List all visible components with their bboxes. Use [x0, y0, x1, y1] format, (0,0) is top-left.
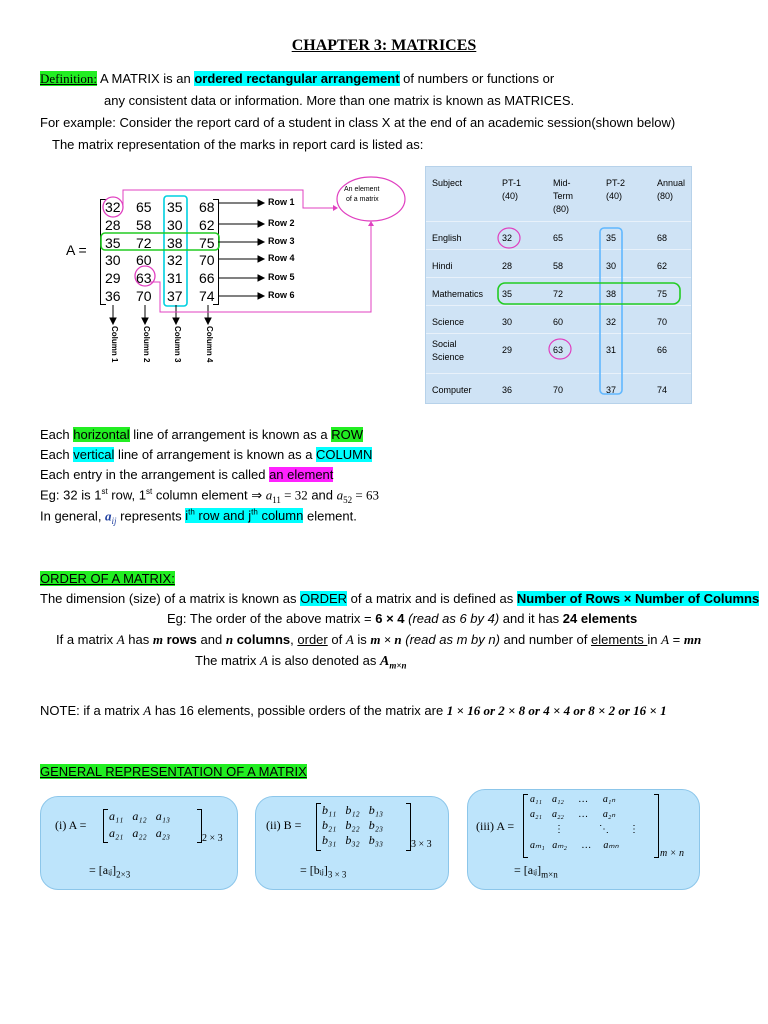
box3-label: (iii) A = — [476, 819, 515, 833]
element-63-circle — [135, 266, 155, 286]
term-row: ROW — [331, 427, 364, 442]
matrix-cell: 35 — [105, 235, 121, 251]
matrix-cell: 38 — [167, 235, 183, 251]
matrix-cell: 63 — [136, 270, 152, 286]
general-element-line: In general, $a_{ij}$ represents $i^{th}$ row and $j^{th}$ column element. — [40, 508, 357, 526]
matrix-representation-line: The matrix representation of the marks in report card is listed as: — [52, 137, 424, 152]
matrix-cell: 66 — [199, 270, 215, 286]
table-subject: Hindi — [432, 261, 453, 271]
table-cell: 62 — [657, 261, 668, 271]
table-subject: Mathematics — [432, 289, 484, 299]
table-annotations — [426, 167, 691, 403]
box3-equation: = $[aᵢⱼ]_{m\times n}$ — [514, 863, 558, 880]
box2-equation: = $[bᵢⱼ]_{3 \times 3}$ — [300, 863, 347, 880]
table-header: PT-1 — [502, 178, 522, 188]
table-32-circle — [498, 228, 520, 248]
matrix-cell: 28 — [105, 217, 121, 233]
table-cell: 66 — [657, 345, 668, 355]
table-header: (40) — [502, 191, 519, 201]
matrix-cell: 32 — [105, 199, 121, 215]
definition-line-2: any consistent data or information. More than one matrix is known as MATRICES. — [104, 93, 575, 108]
report-card-table — [425, 166, 692, 404]
term-column: COLUMN — [316, 447, 373, 462]
order-notation: The matrix A is also denoted as $A_{m\times n}$ — [195, 653, 407, 671]
table-subject: Science — [432, 317, 465, 327]
table-subject: Computer — [432, 385, 472, 395]
term-element-line: Each entry in the arrangement is called an element — [40, 467, 334, 482]
matrix-cell: 72 — [136, 235, 152, 251]
definition-text-1: A MATRIX is an — [97, 71, 195, 86]
row-label: Row 1 — [268, 197, 295, 207]
matrix-cell: 29 — [105, 270, 121, 286]
term-horizontal: horizontal — [73, 427, 130, 442]
element-32-circle — [103, 197, 123, 217]
table-pt2-highlight — [600, 228, 622, 394]
table-cell: 75 — [657, 289, 668, 299]
table-subject: Science — [432, 352, 465, 362]
order-heading: ORDER OF A MATRIX: — [40, 571, 175, 586]
table-header: PT-2 — [606, 178, 626, 188]
box1-equation: = $[aᵢⱼ]_{2\times 3}$ — [89, 863, 131, 880]
order-note: NOTE: if a matrix A has 16 elements, possible orders of the matrix are 1 × 16 or 2 × 8 or 4 × 4 or 8 × 2 or 16 × 1 — [40, 703, 667, 718]
table-cell: 36 — [502, 385, 513, 395]
table-cell: 65 — [553, 233, 564, 243]
general-heading: GENERAL REPRESENTATION OF A MATRIX — [40, 764, 307, 779]
box2-order: 3 × 3 — [411, 839, 432, 850]
callout-text-1: An element — [344, 186, 380, 193]
table-header: (80) — [553, 204, 570, 214]
table-cell: 72 — [553, 289, 564, 299]
matrix-cell: 35 — [167, 199, 183, 215]
table-cell: 32 — [606, 317, 617, 327]
table-header: (40) — [606, 191, 623, 201]
table-subject: English — [432, 233, 462, 243]
table-cell: 35 — [502, 289, 513, 299]
box1-row1: a₁₁ a₁₂ a₁₃ — [109, 809, 171, 823]
row-arrows — [218, 200, 264, 299]
table-header: Subject — [432, 178, 463, 188]
column-label: Column 3 — [173, 326, 182, 363]
column-3-highlight — [164, 196, 187, 306]
definition-text-2: of numbers or functions or — [399, 71, 555, 86]
ij-highlight: $i^{th}$ row and $j^{th}$ column — [185, 508, 304, 524]
box3-dots: ⋮ ⋱ ⋮ — [554, 824, 639, 835]
table-cell: 70 — [657, 317, 668, 327]
matrix-cell: 62 — [199, 217, 215, 233]
box2-row3: b₃₁ b₃₂ b₃₃ — [322, 833, 384, 847]
matrix-cell: 31 — [167, 270, 183, 286]
example-line: For example: Consider the report card of a student in class X at the end of an academic session(shown below) — [40, 115, 676, 130]
box3-row2: a₂₁ a₂₂ … a₂ₙ — [530, 809, 616, 820]
table-header: (80) — [657, 191, 674, 201]
matrix-cell: 60 — [136, 252, 152, 268]
box3-row3: aₘ₁ aₘ₂ … aₘₙ — [530, 840, 619, 851]
box1-order: 2 × 3 — [202, 833, 223, 844]
matrix-cell: 30 — [105, 252, 121, 268]
table-cell: 28 — [502, 261, 513, 271]
box2-row1: b₁₁ b₁₂ b₁₃ — [322, 803, 384, 817]
box1-row2: a₂₁ a₂₂ a₂₃ — [109, 826, 171, 840]
page-title: CHAPTER 3: MATRICES — [291, 37, 477, 54]
row-3-highlight — [101, 233, 219, 250]
matrix-cell: 37 — [167, 288, 183, 304]
table-cell: 74 — [657, 385, 668, 395]
row-label: Row 3 — [268, 236, 295, 246]
table-cell: 31 — [606, 345, 617, 355]
matrix-cell: 36 — [105, 288, 121, 304]
table-cell: 30 — [606, 261, 617, 271]
table-cell: 35 — [606, 233, 617, 243]
matrix-cell: 70 — [136, 288, 152, 304]
term-column-line: Each vertical line of arrangement is known as a COLUMN — [40, 447, 373, 462]
box2-label: (ii) B = — [266, 818, 302, 832]
matrix-cell: 65 — [136, 199, 152, 215]
matrix-cell: 75 — [199, 235, 215, 251]
table-63-circle — [549, 339, 571, 359]
matrix-label: A = — [66, 242, 87, 258]
general-box-2 — [255, 796, 449, 890]
general-box-3 — [467, 789, 700, 890]
order-general: If a matrix A has m rows and n columns, order of A is m × n (read as m by n) and number of elements in A = mn — [56, 632, 702, 647]
row-label: Row 5 — [268, 272, 295, 282]
definition-highlight: ordered rectangular arrangement — [194, 71, 400, 86]
table-maths-highlight — [498, 283, 680, 304]
column-label: Column 4 — [205, 326, 214, 363]
table-header: Mid- — [553, 178, 571, 188]
box2-row2: b₂₁ b₂₂ b₂₃ — [322, 818, 384, 832]
table-cell: 32 — [502, 233, 513, 243]
order-definition: The dimension (size) of a matrix is known as ORDER of a matrix and is defined as Number of Rows × Number of Columns — [40, 591, 760, 606]
matrix-cell: 70 — [199, 252, 215, 268]
matrix-cell: 74 — [199, 288, 215, 304]
table-cell: 29 — [502, 345, 513, 355]
column-label: Column 2 — [142, 326, 151, 363]
table-header: Term — [553, 191, 573, 201]
general-box-1 — [40, 796, 238, 890]
table-cell: 58 — [553, 261, 564, 271]
row-label: Row 6 — [268, 290, 295, 300]
matrix-cell: 32 — [167, 252, 183, 268]
order-example: Eg: The order of the above matrix = 6 × 4 (read as 6 by 4) and it has 24 elements — [167, 611, 638, 626]
box3-row1: a₁₁ a₁₂ … a₁ₙ — [530, 794, 616, 805]
table-cell: 63 — [553, 345, 564, 355]
table-cell: 37 — [606, 385, 617, 395]
row-label: Row 2 — [268, 218, 295, 228]
matrix-cell: 30 — [167, 217, 183, 233]
matrix-cell: 68 — [199, 199, 215, 215]
term-element: an element — [269, 467, 334, 482]
term-vertical: vertical — [73, 447, 115, 462]
table-cell: 60 — [553, 317, 564, 327]
definition-label: Definition: — [40, 71, 98, 86]
table-subject: Social — [432, 339, 457, 349]
callout-text-2: of a matrix — [346, 196, 379, 203]
matrix-cell: 58 — [136, 217, 152, 233]
column-label: Column 1 — [110, 326, 119, 363]
element-example-line: Eg: 32 is 1st row, 1st column element ⇒ $a_{11} = 32$ and $a_{52} = 63$ — [40, 487, 379, 505]
table-cell: 70 — [553, 385, 564, 395]
box1-label: (i) A = — [55, 818, 87, 832]
table-header: Annual — [657, 178, 686, 188]
table-cell: 38 — [606, 289, 617, 299]
row-label: Row 4 — [268, 253, 295, 263]
box3-order: m × n — [660, 848, 684, 859]
term-row-line: Each horizontal line of arrangement is known as a ROW — [40, 427, 364, 442]
table-cell: 30 — [502, 317, 513, 327]
table-cell: 68 — [657, 233, 668, 243]
